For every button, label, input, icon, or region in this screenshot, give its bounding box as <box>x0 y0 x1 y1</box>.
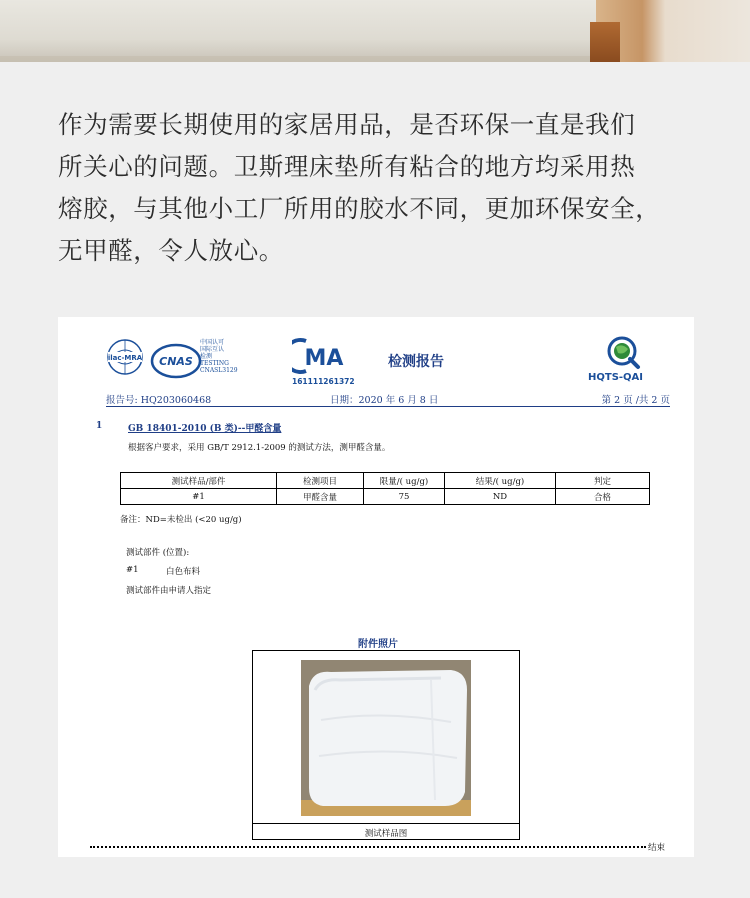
cnas-label: CNAS <box>159 355 193 368</box>
table-cell: 75 <box>364 489 445 505</box>
intro-line: 作为需要长期使用的家居用品，是否环保一直是我们 <box>58 110 636 139</box>
photo-box <box>252 650 520 840</box>
cnas-text-block <box>200 339 238 374</box>
table-header: 检测项目 <box>277 473 364 489</box>
table-header: 判定 <box>556 473 650 489</box>
sample-photo <box>301 660 471 816</box>
top-product-photo <box>0 0 750 62</box>
ilac-mra-logo <box>106 335 144 385</box>
report-number: 报告号: HQ203060468 <box>106 395 212 406</box>
table-row <box>121 489 650 505</box>
intro-line: 所关心的问题。卫斯理床垫所有粘合的地方均采用热 <box>58 152 636 181</box>
photo-caption: 测试样品图 <box>364 829 408 839</box>
cma-number: 161111261372 <box>292 377 355 386</box>
cnas-line: CNASL3129 <box>200 367 238 374</box>
cnas-line: 中国认可 <box>200 339 225 346</box>
table-header: 测试样品/部件 <box>121 473 277 489</box>
table-note: 备注：ND=未检出 (<20 ug/g) <box>120 515 242 525</box>
report-date: 日期：2020 年 6 月 8 日 <box>330 395 439 406</box>
report-title: 检测报告 <box>388 354 444 370</box>
results-table <box>120 472 650 505</box>
end-dotted-line <box>90 846 646 848</box>
wrapped-mattress-image <box>301 660 471 816</box>
intro-line: 熔胶，与其他小工厂所用的胶水不同，更加环保安全， <box>58 194 661 223</box>
parts-specified-by: 测试部件由申请人指定 <box>126 586 212 596</box>
cnas-line: 检测 <box>200 353 213 360</box>
end-marker: 结束 <box>648 843 666 853</box>
cnas-line: 国际互认 <box>200 346 225 353</box>
section-number: 1 <box>96 421 103 431</box>
parts-value: 白色布料 <box>166 567 201 577</box>
accreditation-logos <box>106 335 355 395</box>
section-description: 根据客户要求，采用 GB/T 2912.1-2009 的测试方法，测甲醛含量。 <box>128 443 391 453</box>
table-header-row <box>121 473 650 489</box>
intro-paragraph <box>58 104 708 272</box>
report-meta-row <box>106 392 670 407</box>
cnas-line: TESTING <box>200 360 229 367</box>
table-cell: #1 <box>121 489 277 505</box>
table-header: 限量/( ug/g) <box>364 473 445 489</box>
caption-divider <box>253 823 519 824</box>
table-header: 结果/( ug/g) <box>445 473 556 489</box>
photo-title: 附件照片 <box>358 639 398 650</box>
intro-line: 无甲醛，令人放心。 <box>58 236 284 265</box>
parts-title: 测试部件 (位置): <box>126 548 190 558</box>
cnas-logo <box>150 341 202 381</box>
bed-leg-image <box>590 22 620 62</box>
section-title: GB 18401-2010 (B 类)--甲醛含量 <box>128 424 282 434</box>
cma-logo <box>292 337 348 375</box>
report-page: 第 2 页 /共 2 页 <box>601 395 670 406</box>
test-report-document <box>58 317 694 857</box>
hqts-label: HQTS-QAI <box>588 372 644 383</box>
ilac-label: ilac-MRA <box>107 354 143 362</box>
table-cell: ND <box>445 489 556 505</box>
cma-label: MA <box>304 346 344 371</box>
parts-id: #1 <box>126 565 139 575</box>
table-cell: 合格 <box>556 489 650 505</box>
mattress-image <box>0 0 600 56</box>
table-cell: 甲醛含量 <box>277 489 364 505</box>
